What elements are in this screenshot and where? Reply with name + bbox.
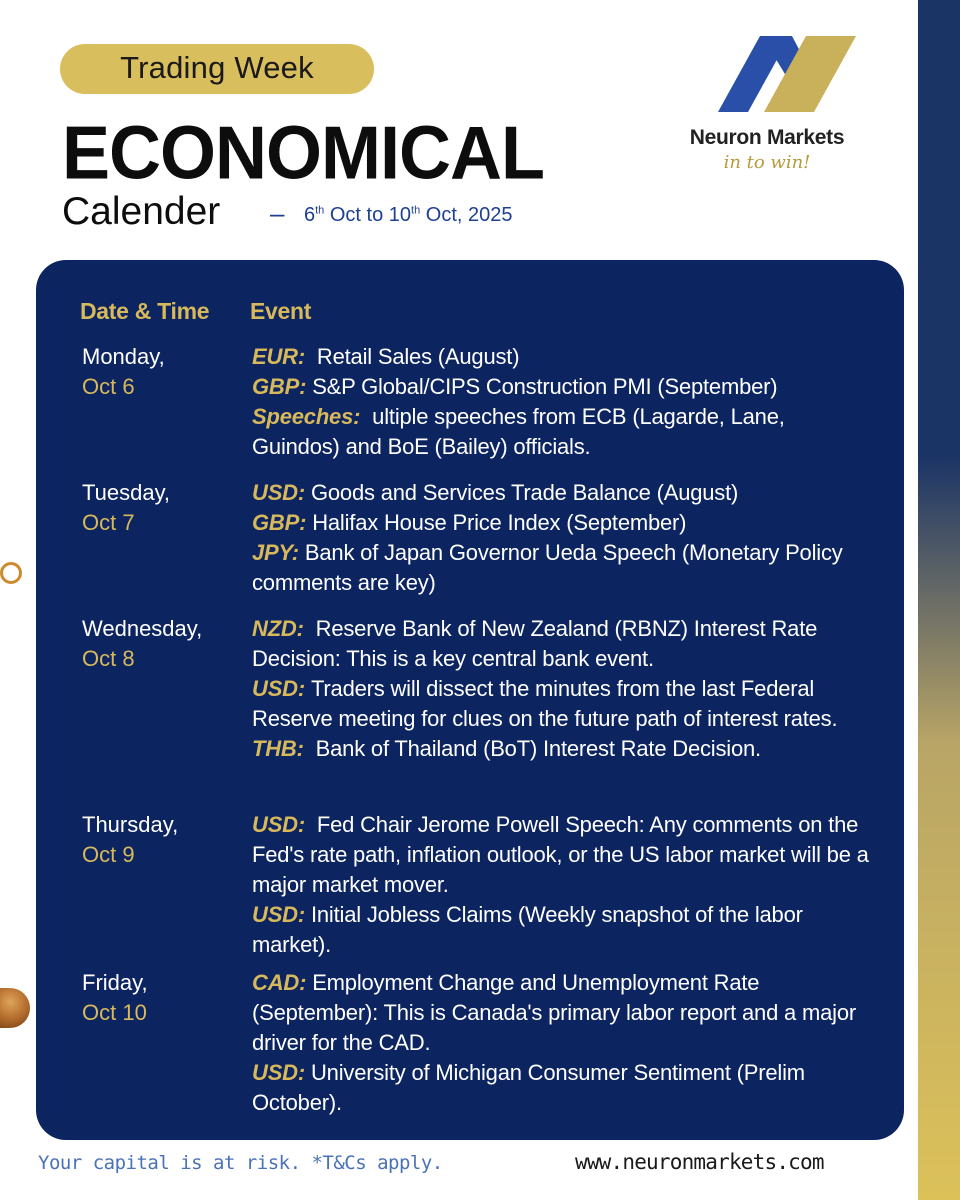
trading-week-badge [60,44,374,94]
event-currency: USD: [252,902,305,927]
event-currency: NZD: [252,616,304,641]
event-text: ultiple speeches from ECB (Lagarde, Lane, Guindos) and BoE (Bailey) officials. [252,404,785,459]
website-link[interactable]: www.neuronmarkets.com [575,1150,824,1174]
event-item [252,402,872,462]
event-item [252,538,872,598]
brand-tagline: in to win! [723,152,811,173]
event-currency: THB: [252,736,304,761]
day-name: Wednesday, [82,616,203,641]
event-item [252,372,872,402]
events-cell [252,342,872,462]
event-item [252,1058,872,1118]
day-name: Tuesday, [82,480,171,505]
event-currency: EUR: [252,344,305,369]
event-currency: JPY: [252,540,299,565]
day-cell [82,968,148,1028]
event-item [252,968,872,1058]
event-currency: USD: [252,676,305,701]
event-text: Retail Sales (August) [310,344,520,369]
badge-label: Trading Week [120,50,314,85]
day-date: Oct 8 [82,646,135,671]
event-text: Bank of Thailand (BoT) Interest Rate Decision. [309,736,761,761]
event-item [252,478,872,508]
page-subtitle: Calender [62,190,221,233]
day-cell [82,614,202,674]
event-text: Halifax House Price Index (September) [312,510,687,535]
title-dash: – [270,198,285,228]
day-name: Monday, [82,344,165,369]
event-currency: GBP: [252,374,307,399]
page-title: ECONOMICAL [62,111,544,196]
day-date: Oct 10 [82,1000,147,1025]
col-header-date: Date & Time [80,298,210,324]
day-date: Oct 7 [82,510,135,535]
risk-disclaimer: Your capital is at risk. *T&Cs apply. [38,1152,443,1174]
event-text: University of Michigan Consumer Sentiment (Prelim October). [252,1060,805,1115]
decor-ring-icon [0,562,22,584]
day-cell [82,810,178,870]
event-text: Goods and Services Trade Balance (August) [310,480,739,505]
decor-ball-icon [0,988,30,1028]
events-cell [252,968,872,1118]
day-date: Oct 6 [82,374,135,399]
events-cell [252,810,872,960]
event-currency: CAD: [252,970,307,995]
event-currency: USD: [252,812,305,837]
events-cell [252,478,872,598]
event-text: Reserve Bank of New Zealand (RBNZ) Interest Rate Decision: This is a key central bank event. [252,616,818,671]
event-item [252,614,872,674]
col-header-event: Event [250,298,312,324]
date-range: 6th Oct to 10th Oct, 2025 [304,204,513,226]
event-item [252,810,872,900]
event-text: Traders will dissect the minutes from the last Federal Reserve meeting for clues on the future path of interest rates. [252,676,838,731]
event-text: Initial Jobless Claims (Weekly snapshot of the labor market). [252,902,803,957]
event-item [252,900,872,960]
events-cell [252,614,872,764]
event-text: Fed Chair Jerome Powell Speech: Any comments on the Fed's rate path, inflation outlook, or the US labor market will be a major market mover. [252,812,869,897]
event-text: Bank of Japan Governor Ueda Speech (Monetary Policy comments are key) [252,540,843,595]
event-text: Employment Change and Unemployment Rate (September): This is Canada's primary labor report and a major driver for the CAD. [252,970,856,1055]
day-cell [82,478,170,538]
event-currency: USD: [252,480,305,505]
event-item [252,342,872,372]
side-decor-stripe [918,0,960,1200]
day-date: Oct 9 [82,842,135,867]
day-name: Friday, [82,970,148,995]
event-item [252,674,872,734]
event-currency: Speeches: [252,404,361,429]
event-text: S&P Global/CIPS Construction PMI (September) [312,374,778,399]
day-cell [82,342,165,402]
event-currency: GBP: [252,510,307,535]
event-item [252,508,872,538]
day-name: Thursday, [82,812,179,837]
brand-name: Neuron Markets [689,126,845,149]
event-currency: USD: [252,1060,305,1085]
event-item [252,734,872,764]
